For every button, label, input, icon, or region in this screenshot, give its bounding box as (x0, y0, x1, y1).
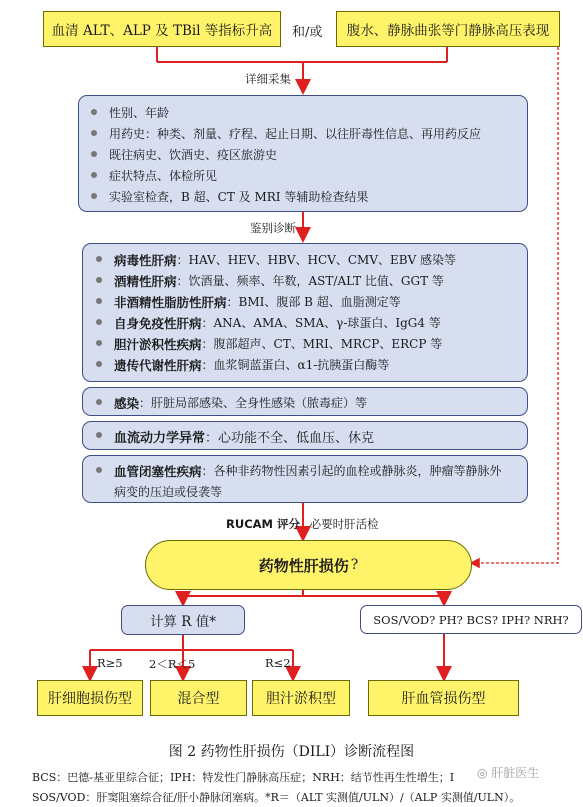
arrow-dili-split (183, 590, 444, 603)
collect-box (78, 95, 528, 212)
footnote-line-1: BCS：巴德-基亚里综合征；IPH：特发性门静脉高压症；NRH：结节性再生性增生；I (32, 771, 455, 784)
type-mixed-box: 混合型 (150, 680, 247, 716)
infection-box: 感染 ：肝脏局部感染、全身性感染（脓毒症）等 (82, 387, 528, 416)
and-or-label: 和/或 (292, 25, 323, 40)
collect-item: 实验室检查，B 超、CT 及 MRI 等辅助检查结果 (91, 188, 527, 209)
watermark-icon: ◎ (477, 766, 492, 780)
top-right-box-text: 腹水、静脉曲张等门静脉高压表现 (346, 23, 550, 39)
collect-item: 用药史：种类、剂量、疗程、起止日期、以往肝毒性信息、再用药反应 (91, 125, 527, 146)
footnote-line-2: SOS/VOD：肝窦阻塞综合征/肝小静脉闭塞病。*R＝（ALT 实测值/ULN）/（ALP 实测值/ULN）。 (32, 791, 521, 804)
arrow-top-to-collect (157, 47, 447, 91)
type-hepatocellular-box: 肝细胞损伤型 (37, 680, 143, 716)
collect-item: 症状特点、体检所见 (91, 167, 527, 188)
type-vascular-box: 肝血管损伤型 (368, 680, 519, 716)
liver-item: 酒精性肝病 ：饮酒量、频率、年数，AST/ALT 比值、GGT 等 (96, 272, 527, 293)
vascular-question-box: SOS/VOD? PH? BCS? IPH? NRH? (360, 605, 582, 634)
top-left-box-text: 血清 ALT、ALP 及 TBil 等指标升高 (51, 23, 273, 39)
hemodynamic-box: 血流动力学异常 ：心功能不全、低血压、休克 (82, 421, 528, 450)
rucam-label: RUCAM 评分 必要时肝活检 (226, 517, 379, 531)
top-left-box (43, 11, 281, 47)
liver-disease-box (82, 243, 528, 382)
r-label-cholestatic: R≤2 (265, 656, 291, 670)
calc-r-box: 计算 R 值* (121, 605, 245, 635)
r-label-mixed: 2＜R＜5 (149, 657, 196, 671)
step-collect-label: 详细采集 (245, 72, 291, 86)
liver-item: 遗传代谢性肝病 ：血浆铜蓝蛋白、α1-抗胰蛋白酶等 (96, 356, 527, 377)
step-diff-label: 鉴别诊断 (250, 221, 296, 235)
dili-box: 药物性肝损伤 ? (145, 540, 472, 590)
liver-item: 非酒精性脂肪性肝病 ：BMI、腹部 B 超、血脂测定等 (96, 293, 527, 314)
watermark: ◎ 肝脏医生 (473, 764, 543, 781)
liver-item: 病毒性肝病 ：HAV、HEV、HBV、HCV、CMV、EBV 感染等 (96, 251, 527, 272)
collect-item: 既往病史、饮酒史、疫区旅游史 (91, 146, 527, 167)
liver-item: 自身免疫性肝病 ：ANA、AMA、SMA、γ-球蛋白、IgG4 等 (96, 314, 527, 335)
figure-caption: 图 2 药物性肝损伤（DILI）诊断流程图 (168, 744, 415, 760)
vascular-occlusive-box: 血管闭塞性疾病 ：各种非药物性因素引起的血栓或静脉炎，肿瘤等静脉外 病变的压迫或侵袭等 (82, 455, 528, 503)
type-cholestatic-box: 胆汁淤积型 (252, 680, 350, 716)
top-right-box (336, 11, 560, 47)
liver-item: 胆汁淤积性疾病 ：腹部超声、CT、MRI、MRCP、ERCP 等 (96, 335, 527, 356)
collect-item: 性别、年龄 (91, 104, 527, 125)
r-label-hepatocellular: R≥5 (97, 656, 123, 670)
